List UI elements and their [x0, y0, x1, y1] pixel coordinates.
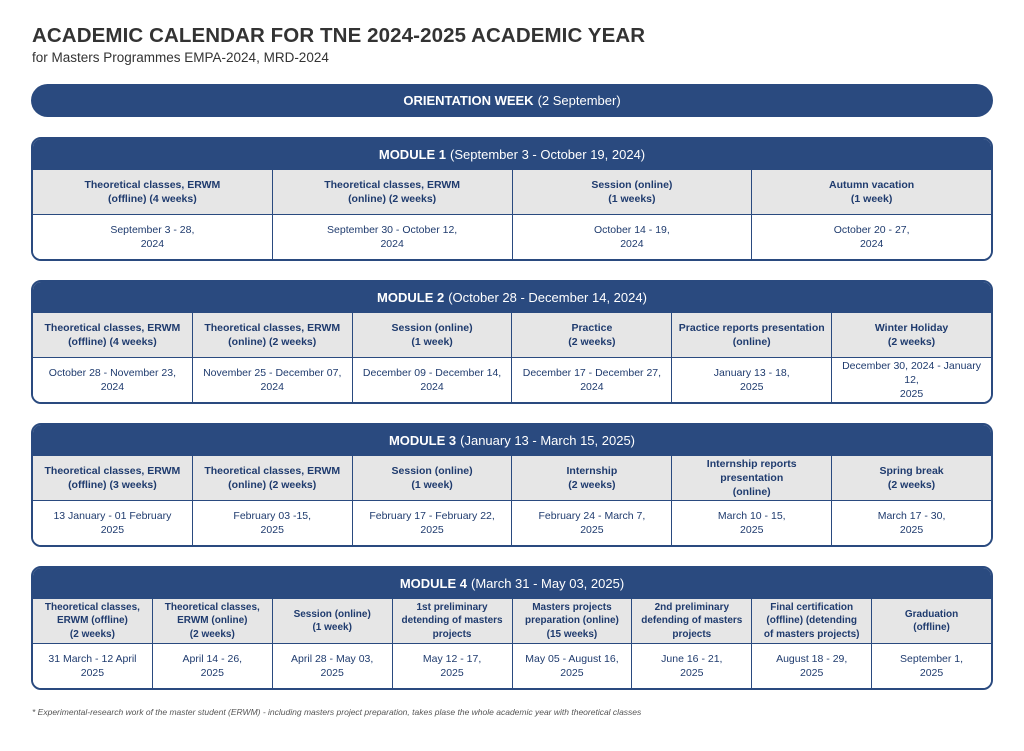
date-cell — [353, 358, 513, 402]
column-header-line: Theoretical classes, — [164, 601, 260, 613]
column-header — [33, 456, 193, 500]
date-line: March 17 - 30, — [877, 510, 946, 522]
column-header — [752, 599, 872, 643]
date-line: 2025 — [260, 524, 284, 536]
column-header-line: (offline) — [913, 622, 950, 633]
column-header-line: Session (online) — [391, 465, 473, 477]
column-header-line: Theoretical classes, ERWM — [204, 465, 341, 477]
date-cell — [33, 215, 273, 259]
orientation-week-banner — [31, 84, 993, 117]
date-line: June 16 - 21, — [661, 653, 723, 665]
date-cell — [153, 644, 273, 688]
column-header-line: (1 week) — [411, 479, 453, 491]
date-cell — [752, 644, 872, 688]
module-2 — [31, 280, 993, 404]
module-header-row — [33, 313, 991, 358]
column-header-line: (offline) (4 weeks) — [68, 336, 157, 348]
date-line: November 25 - December 07, — [203, 367, 342, 379]
column-header-line: Autumn vacation — [829, 179, 915, 191]
column-header — [512, 456, 672, 500]
module-header — [33, 282, 991, 313]
column-header — [672, 313, 832, 357]
column-header-line: Spring break — [879, 465, 944, 477]
module-header — [33, 139, 991, 170]
date-line: 2025 — [919, 667, 944, 679]
date-line: 2025 — [200, 667, 224, 679]
column-header-line: (online) (2 weeks) — [348, 193, 437, 205]
column-header-line: (1 week) — [312, 622, 352, 633]
module-dates-row — [33, 358, 991, 402]
orientation-label: ORIENTATION WEEK — [403, 93, 534, 108]
date-cell — [512, 501, 672, 545]
date-line: 2024 — [580, 381, 604, 393]
date-cell — [33, 358, 193, 402]
date-cell — [353, 501, 513, 545]
module-dates: (March 31 - May 03, 2025) — [470, 576, 625, 591]
column-header-line: Masters projects — [532, 601, 612, 613]
module-1 — [31, 137, 993, 261]
column-header — [153, 599, 273, 643]
date-line: 2024 — [100, 381, 125, 393]
column-header-line: Internship reports presentation — [706, 458, 797, 484]
module-title: MODULE 3 — [388, 433, 457, 448]
column-header-line: Theoretical classes, — [44, 601, 140, 613]
date-line: 2025 — [580, 524, 604, 536]
date-cell — [393, 644, 513, 688]
column-header — [513, 170, 753, 214]
date-cell — [632, 644, 752, 688]
module-dates: (October 28 - December 14, 2024) — [448, 290, 647, 305]
column-header-line: (2 weeks) — [887, 336, 936, 348]
date-cell — [752, 215, 991, 259]
column-header-line: (online) (2 weeks) — [228, 336, 317, 348]
column-header — [33, 313, 193, 357]
column-header — [273, 170, 513, 214]
module-dates-row — [33, 501, 991, 545]
column-header-line: (2 weeks) — [69, 628, 115, 640]
column-header-line: (2 weeks) — [568, 479, 616, 491]
date-cell — [832, 501, 991, 545]
date-line: September 30 - October 12, — [327, 224, 458, 236]
date-line: August 18 - 29, — [776, 653, 848, 665]
date-line: February 17 - February 22, — [369, 510, 495, 522]
column-header-line: Session (online) — [293, 608, 371, 620]
date-cell — [872, 644, 991, 688]
column-header — [273, 599, 393, 643]
date-line: April 28 - May 03, — [291, 653, 374, 665]
date-line: April 14 - 26, — [182, 653, 243, 665]
date-cell — [512, 358, 672, 402]
page-subtitle: for Masters Programmes EMPA-2024, MRD-2024 — [32, 50, 329, 65]
column-header-line: (offline) (4 weeks) — [108, 193, 197, 205]
date-cell — [672, 358, 832, 402]
date-line: 2024 — [859, 238, 884, 250]
column-header — [513, 599, 633, 643]
date-line: October 20 - 27, — [833, 224, 910, 236]
date-line: May 05 - August 16, — [525, 653, 619, 665]
date-line: February 03 -15, — [233, 510, 312, 522]
column-header-line: (15 weeks) — [546, 628, 598, 640]
column-header — [33, 170, 273, 214]
date-cell — [672, 501, 832, 545]
date-line: 2025 — [800, 667, 824, 679]
date-line: 2025 — [740, 524, 764, 536]
column-header-line: Practice reports presentation — [678, 322, 825, 334]
date-line: September 1, — [900, 653, 964, 665]
date-line: 2024 — [380, 238, 404, 250]
column-header-line: 2nd preliminary — [654, 601, 730, 613]
column-header-line: (1 week) — [411, 336, 453, 348]
column-header-line: ERWM (online) — [177, 615, 248, 627]
column-header-line: Theoretical classes, ERWM — [324, 179, 461, 191]
column-header-line: (1 week) — [850, 193, 893, 205]
column-header — [353, 313, 513, 357]
column-header-line: Theoretical classes, ERWM — [204, 322, 341, 334]
date-line: October 14 - 19, — [593, 224, 670, 236]
column-header — [672, 456, 832, 500]
module-header-row — [33, 170, 991, 215]
column-header-line: (offline) (detending — [766, 615, 857, 627]
module-header — [33, 568, 991, 599]
column-header — [872, 599, 991, 643]
column-header — [832, 313, 991, 357]
date-line: February 24 - March 7, — [538, 510, 646, 522]
column-header-line: Session (online) — [591, 179, 673, 191]
date-cell — [33, 644, 153, 688]
column-header-line: projects — [432, 628, 472, 640]
module-dates-row — [33, 215, 991, 259]
date-line: 2025 — [420, 524, 444, 536]
date-cell — [193, 501, 353, 545]
column-header-line: (online) — [732, 336, 771, 348]
module-dates-row — [33, 644, 991, 688]
column-header-line: defending of masters — [641, 615, 743, 627]
date-line: September 3 - 28, — [110, 224, 195, 236]
column-header-line: ERWM (offline) — [56, 615, 128, 627]
column-header — [193, 313, 353, 357]
date-line: March 10 - 15, — [717, 510, 786, 522]
column-header-line: Theoretical classes, ERWM — [44, 322, 181, 334]
column-header-line: detending of masters — [401, 615, 503, 627]
column-header-line: (offline) (3 weeks) — [68, 479, 157, 491]
column-header-line: (online) — [732, 486, 771, 498]
column-header-line: Theoretical classes, ERWM — [44, 465, 181, 477]
date-line: 2025 — [80, 667, 105, 679]
column-header-line: Practice — [571, 322, 613, 334]
column-header — [353, 456, 513, 500]
column-header-line: (2 weeks) — [887, 479, 936, 491]
date-cell — [193, 358, 353, 402]
column-header — [393, 599, 513, 643]
column-header-line: Graduation — [904, 608, 959, 620]
date-line: October 28 - November 23, — [48, 367, 177, 379]
date-line: 2025 — [320, 667, 344, 679]
column-header — [33, 599, 153, 643]
column-header — [193, 456, 353, 500]
date-line: December 30, 2024 - January 12, — [842, 360, 982, 386]
module-dates: (January 13 - March 15, 2025) — [460, 433, 636, 448]
date-line: December 17 - December 27, — [522, 367, 662, 379]
column-header-line: Session (online) — [391, 322, 473, 334]
module-title: MODULE 2 — [377, 290, 445, 305]
module-header — [33, 425, 991, 456]
column-header-line: (online) (2 weeks) — [228, 479, 317, 491]
date-line: 13 January - 01 February — [53, 510, 172, 522]
module-dates: (September 3 - October 19, 2024) — [450, 147, 646, 162]
column-header-line: (1 weeks) — [608, 193, 656, 205]
column-header — [512, 313, 672, 357]
date-cell — [33, 501, 193, 545]
orientation-dates: (2 September) — [537, 93, 621, 108]
column-header — [752, 170, 991, 214]
module-4 — [31, 566, 993, 690]
date-cell — [513, 215, 753, 259]
column-header — [632, 599, 752, 643]
module-header-row — [33, 456, 991, 501]
column-header-line: preparation (online) — [524, 615, 619, 627]
date-line: 2025 — [899, 524, 924, 536]
column-header — [832, 456, 991, 500]
date-line: 2024 — [620, 238, 644, 250]
date-line: January 13 - 18, — [713, 367, 790, 379]
date-line: 2025 — [440, 667, 464, 679]
date-line: 31 March - 12 April — [48, 653, 137, 665]
module-title: MODULE 1 — [378, 147, 447, 162]
column-header-line: Winter Holiday — [874, 322, 949, 334]
column-header-line: 1st preliminary — [416, 601, 488, 613]
date-line: 2025 — [680, 667, 704, 679]
module-header-row — [33, 599, 991, 644]
date-line: 2024 — [420, 381, 444, 393]
date-cell — [273, 644, 393, 688]
page-title: ACADEMIC CALENDAR FOR TNE 2024-2025 ACADEMIC YEAR — [32, 24, 646, 47]
column-header-line: projects — [672, 628, 712, 640]
module-title: MODULE 4 — [399, 576, 467, 591]
column-header-line: Final certification — [770, 601, 854, 613]
date-cell — [832, 358, 991, 402]
column-header-line: Internship — [566, 465, 618, 477]
column-header-line: of masters projects) — [763, 628, 860, 640]
date-cell — [513, 644, 633, 688]
date-line: December 09 - December 14, — [362, 367, 502, 379]
module-3 — [31, 423, 993, 547]
date-line: May 12 - 17, — [422, 653, 482, 665]
date-line: 2025 — [899, 388, 924, 400]
date-line: 2024 — [260, 381, 284, 393]
date-line: 2025 — [100, 524, 125, 536]
column-header-line: (2 weeks) — [189, 628, 235, 640]
date-line: 2025 — [560, 667, 584, 679]
date-cell — [273, 215, 513, 259]
date-line: 2025 — [740, 381, 764, 393]
column-header-line: (2 weeks) — [568, 336, 616, 348]
column-header-line: Theoretical classes, ERWM — [84, 179, 221, 191]
date-line: 2024 — [140, 238, 165, 250]
footnote: * Experimental-research work of the master student (ERWM) - including masters project preparation, takes plase the whole academic year with theoretical classes — [32, 707, 642, 717]
